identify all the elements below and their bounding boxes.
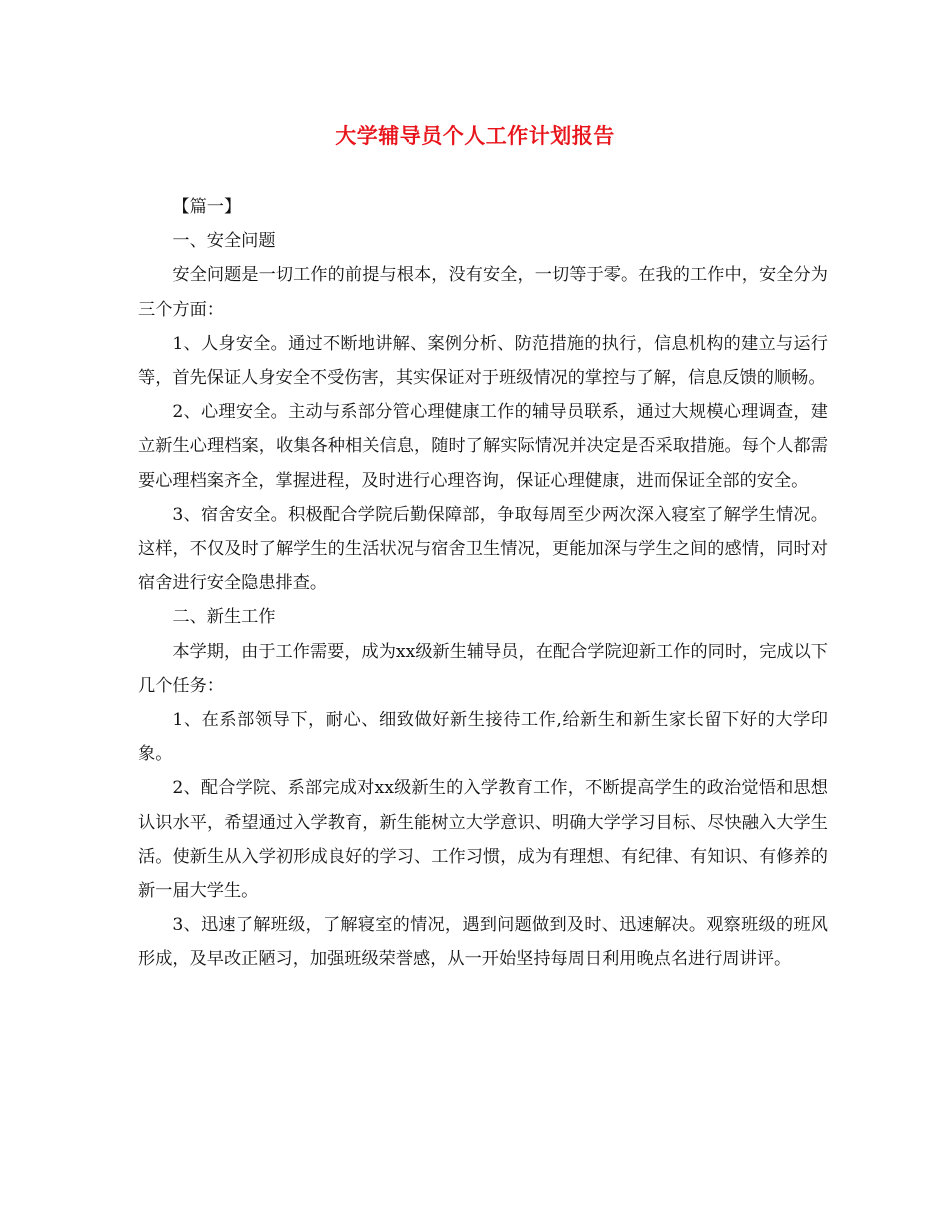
paragraph-freshman-task-1: 1、在系部领导下，耐心、细致做好新生接待工作,给新生和新生家长留下好的大学印象。 [138,710,828,765]
paragraph-mental-safety: 2、心理安全。主动与系部分管心理健康工作的辅导员联系，通过大规模心理调查，建立新生心理档案，收集各种相关信息，随时了解实际情况并决定是否采取措施。每个人都需要心理档案齐全，掌握进程，及时进行心理咨询，保证心理健康，进而保证全部的安全。 [138,402,828,491]
document-body [138,190,828,977]
section-heading-freshman: 二、新生工作 [172,607,276,628]
paragraph-personal-safety: 1、人身安全。通过不断地讲解、案例分析、防范措施的执行，信息机构的建立与运行等，首先保证人身安全不受伤害，其实保证对于班级情况的掌控与了解，信息反馈的顺畅。 [138,333,828,389]
paragraph-safety-intro: 安全问题是一切工作的前提与根本，没有安全，一切等于零。在我的工作中，安全分为三个方面： [138,265,828,320]
document-title: 大学辅导员个人工作计划报告 [335,123,615,148]
section-tag: 【篇一】 [172,197,242,217]
section-heading-safety: 一、安全问题 [172,231,276,252]
paragraph-freshman-task-2: 2、配合学院、系部完成对xx级新生的入学教育工作，不断提高学生的政治觉悟和思想认识水平，希望通过入学教育，新生能树立大学意识、明确大学学习目标、尽快融入大学生活。使新生从入学初形成良好的学习、工作习惯，成为有理想、有纪律、有知识、有修养的新一届大学生。 [138,778,828,902]
paragraph-freshman-task-3: 3、迅速了解班级，了解寝室的情况，遇到问题做到及时、迅速解决。观察班级的班风形成，及早改正陋习，加强班级荣誉感，从一开始坚持每周日利用晚点名进行周讲评。 [138,915,828,970]
paragraph-freshman-intro: 本学期，由于工作需要，成为xx级新生辅导员，在配合学院迎新工作的同时，完成以下几个任务： [138,641,828,696]
paragraph-dorm-safety: 3、宿舍安全。积极配合学院后勤保障部，争取每周至少两次深入寝室了解学生情况。这样，不仅及时了解学生的生活状况与宿舍卫生情况，更能加深与学生之间的感情，同时对宿舍进行安全隐患排查。 [138,504,828,594]
